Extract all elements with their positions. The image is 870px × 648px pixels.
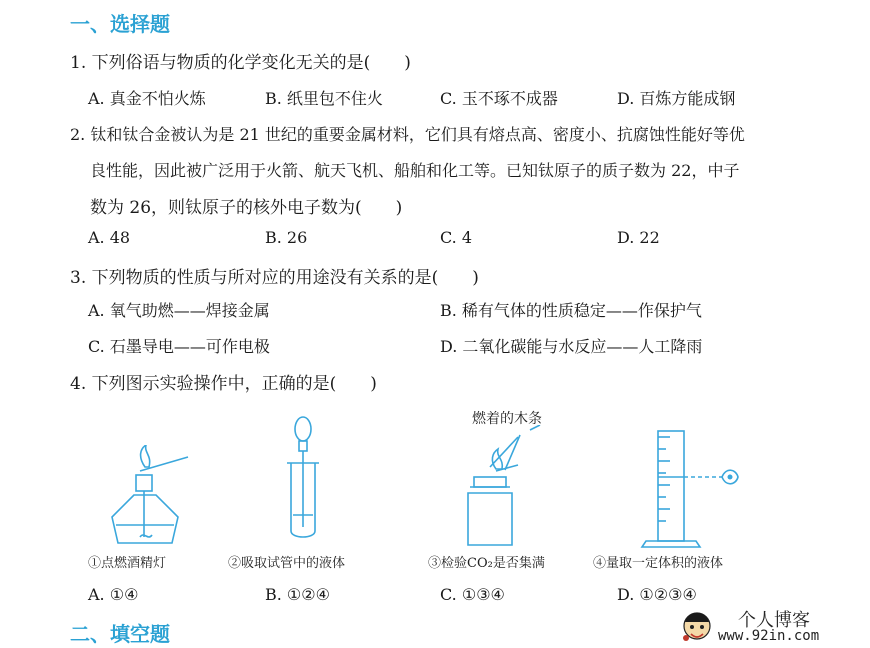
question-1-stem: 1. 下列俗语与物质的化学变化无关的是( ) <box>70 53 411 73</box>
figure-gas-jar <box>460 425 560 550</box>
q2-option-b: B. 26 <box>265 228 308 247</box>
q4-option-a: A. ①④ <box>88 585 139 604</box>
q3-option-c: C. 石墨导电——可作电极 <box>88 337 270 356</box>
caption-figure-2: ②吸取试管中的液体 <box>228 556 346 571</box>
caption-figure-4: ④量取一定体积的液体 <box>593 556 724 571</box>
question-2-line-2: 良性能，因此被广泛用于火箭、航天飞机、船舶和化工等。已知钛原子的质子数为 22，中子 <box>90 161 740 180</box>
section-title-choice: 一、选择题 <box>70 12 170 36</box>
section-title-fill-blank: 二、填空题 <box>70 622 170 646</box>
caption-figure-1: ①点燃酒精灯 <box>88 556 167 571</box>
q2-option-c: C. 4 <box>440 228 473 247</box>
q3-option-a: A. 氧气助燃——焊接金属 <box>88 301 270 320</box>
q4-option-d: D. ①②③④ <box>617 585 697 604</box>
q1-option-a: A. 真金不怕火炼 <box>88 89 206 108</box>
q4-option-c: C. ①③④ <box>440 585 505 604</box>
q4-option-b: B. ①②④ <box>265 585 330 604</box>
watermark-url: www.92in.com <box>718 628 820 644</box>
figure-alcohol-lamp <box>100 445 200 550</box>
question-4-stem: 4. 下列图示实验操作中，正确的是( ) <box>70 374 377 394</box>
q3-option-b: B. 稀有气体的性质稳定——作保护气 <box>440 301 702 320</box>
q1-option-d: D. 百炼方能成钢 <box>617 89 736 108</box>
figure-graduated-cylinder <box>640 425 750 550</box>
mascot-icon <box>680 608 714 644</box>
q2-option-d: D. 22 <box>617 228 660 247</box>
caption-figure-3: ③检验CO₂是否集满 <box>428 556 545 571</box>
q1-option-b: B. 纸里包不住火 <box>265 89 383 108</box>
figure-dropper-test-tube <box>283 415 323 545</box>
q1-option-c: C. 玉不琢不成器 <box>440 89 558 108</box>
question-2-line-3: 数为 26，则钛原子的核外电子数为( ) <box>90 198 403 218</box>
q3-option-d: D. 二氧化碳能与水反应——人工降雨 <box>440 337 703 356</box>
watermark-title: 个人博客 <box>738 610 810 631</box>
q2-option-a: A. 48 <box>88 228 131 247</box>
figure-label-burning-stick: 燃着的木条 <box>472 411 542 427</box>
question-3-stem: 3. 下列物质的性质与所对应的用途没有关系的是( ) <box>70 268 479 288</box>
question-2-line-1: 2. 钛和钛合金被认为是 21 世纪的重要金属材料，它们具有熔点高、密度小、抗腐蚀性能好等优 <box>70 125 745 144</box>
